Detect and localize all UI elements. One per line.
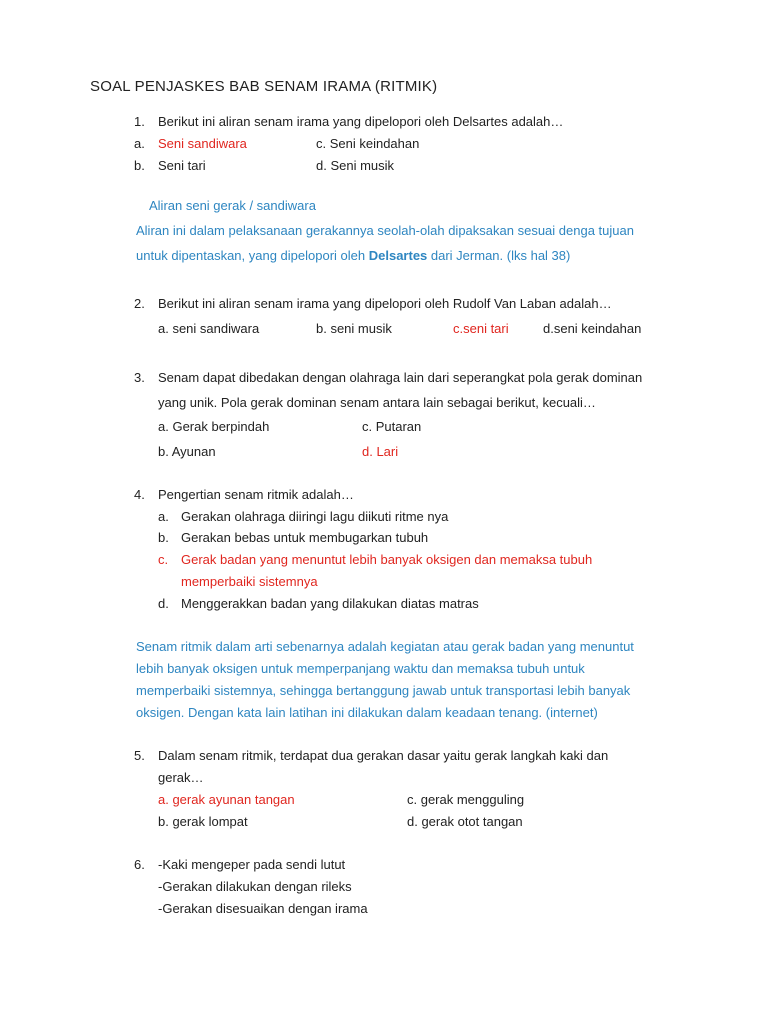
q1-option-d: d. Seni musik bbox=[316, 158, 395, 173]
q5-option-d: d. gerak otot tangan bbox=[407, 814, 523, 829]
q1-note-heading: Aliran seni gerak / sandiwara bbox=[149, 198, 316, 213]
q5-line1: Dalam senam ritmik, terdapat dua gerakan dasar yaitu gerak langkah kaki dan bbox=[158, 748, 609, 763]
q6-number: 6. bbox=[134, 857, 145, 872]
q3-line1: Senam dapat dibedakan dengan olahraga lain dari seperangkat pola gerak dominan bbox=[158, 370, 643, 385]
q1-option-c: c. Seni keindahan bbox=[316, 136, 420, 151]
q4-option-c-answer-line2: memperbaiki sistemnya bbox=[181, 574, 318, 589]
q1-option-a-label: a. bbox=[134, 136, 145, 151]
q1-note-line2 bbox=[136, 248, 570, 264]
q2-text: Berikut ini aliran senam irama yang dipelopori oleh Rudolf Van Laban adalah… bbox=[158, 296, 612, 311]
q3-option-c: c. Putaran bbox=[362, 419, 422, 434]
q4-text: Pengertian senam ritmik adalah… bbox=[158, 487, 354, 502]
document-title: SOAL PENJASKES BAB SENAM IRAMA (RITMIK) bbox=[90, 78, 438, 95]
q1-note-delsartes: Delsartes bbox=[368, 248, 428, 263]
q5-line2: gerak… bbox=[158, 770, 204, 785]
q6-line1: -Kaki mengeper pada sendi lutut bbox=[158, 857, 346, 872]
q6-line3: -Gerakan disesuaikan dengan irama bbox=[158, 901, 368, 916]
q1-option-a-answer: Seni sandiwara bbox=[158, 136, 247, 151]
q4-option-a-label: a. bbox=[158, 509, 169, 524]
q6-line2: -Gerakan dilakukan dengan rileks bbox=[158, 879, 352, 894]
q4-option-d-label: d. bbox=[158, 596, 169, 611]
q1-note-line2-pre: untuk dipentaskan, yang dipelopori oleh bbox=[136, 248, 369, 263]
q3-option-d-answer: d. Lari bbox=[362, 444, 399, 459]
q5-option-c: c. gerak mengguling bbox=[407, 792, 525, 807]
q4-option-c-label: c. bbox=[158, 552, 169, 567]
q2-option-c-answer: c.seni tari bbox=[453, 321, 509, 336]
q3-option-a: a. Gerak berpindah bbox=[158, 419, 270, 434]
q3-option-b: b. Ayunan bbox=[158, 444, 216, 459]
q4-option-b: Gerakan bebas untuk membugarkan tubuh bbox=[181, 530, 429, 545]
q4-number: 4. bbox=[134, 487, 145, 502]
q5-number: 5. bbox=[134, 748, 145, 763]
q4-note-line1: Senam ritmik dalam arti sebenarnya adalah kegiatan atau gerak badan yang menuntut bbox=[136, 639, 634, 654]
q2-option-a: a. seni sandiwara bbox=[158, 321, 260, 336]
q4-note-line2: lebih banyak oksigen untuk memperpanjang waktu dan memaksa tubuh untuk bbox=[136, 661, 585, 676]
q4-option-c-answer-line1: Gerak badan yang menuntut lebih banyak oksigen dan memaksa tubuh bbox=[181, 552, 593, 567]
q4-option-a: Gerakan olahraga diiringi lagu diikuti ritme nya bbox=[181, 509, 449, 524]
q5-option-a-answer: a. gerak ayunan tangan bbox=[158, 792, 295, 807]
q1-option-b-label: b. bbox=[134, 158, 145, 173]
q2-option-d: d.seni keindahan bbox=[543, 321, 642, 336]
q1-number: 1. bbox=[134, 114, 145, 129]
q1-note-line2-post: dari Jerman. (lks hal 38) bbox=[427, 248, 571, 263]
q1-note-line1: Aliran ini dalam pelaksanaan gerakannya seolah-olah dipaksakan sesuai denga tujuan bbox=[136, 223, 634, 238]
q5-option-b: b. gerak lompat bbox=[158, 814, 248, 829]
q3-number: 3. bbox=[134, 370, 145, 385]
q1-option-b: Seni tari bbox=[158, 158, 206, 173]
q2-number: 2. bbox=[134, 296, 145, 311]
q4-note-line3: memperbaiki sistemnya, sehingga bertanggung jawab untuk transportasi lebih banyak bbox=[136, 683, 631, 698]
q4-note-line4: oksigen. Dengan kata lain latihan ini dilakukan dalam keadaan tenang. (internet) bbox=[136, 705, 598, 720]
q4-option-b-label: b. bbox=[158, 530, 169, 545]
q4-option-d: Menggerakkan badan yang dilakukan diatas matras bbox=[181, 596, 479, 611]
q3-line2: yang unik. Pola gerak dominan senam antara lain sebagai berikut, kecuali… bbox=[158, 395, 596, 410]
q2-option-b: b. seni musik bbox=[316, 321, 392, 336]
q1-text: Berikut ini aliran senam irama yang dipelopori oleh Delsartes adalah… bbox=[158, 114, 564, 129]
